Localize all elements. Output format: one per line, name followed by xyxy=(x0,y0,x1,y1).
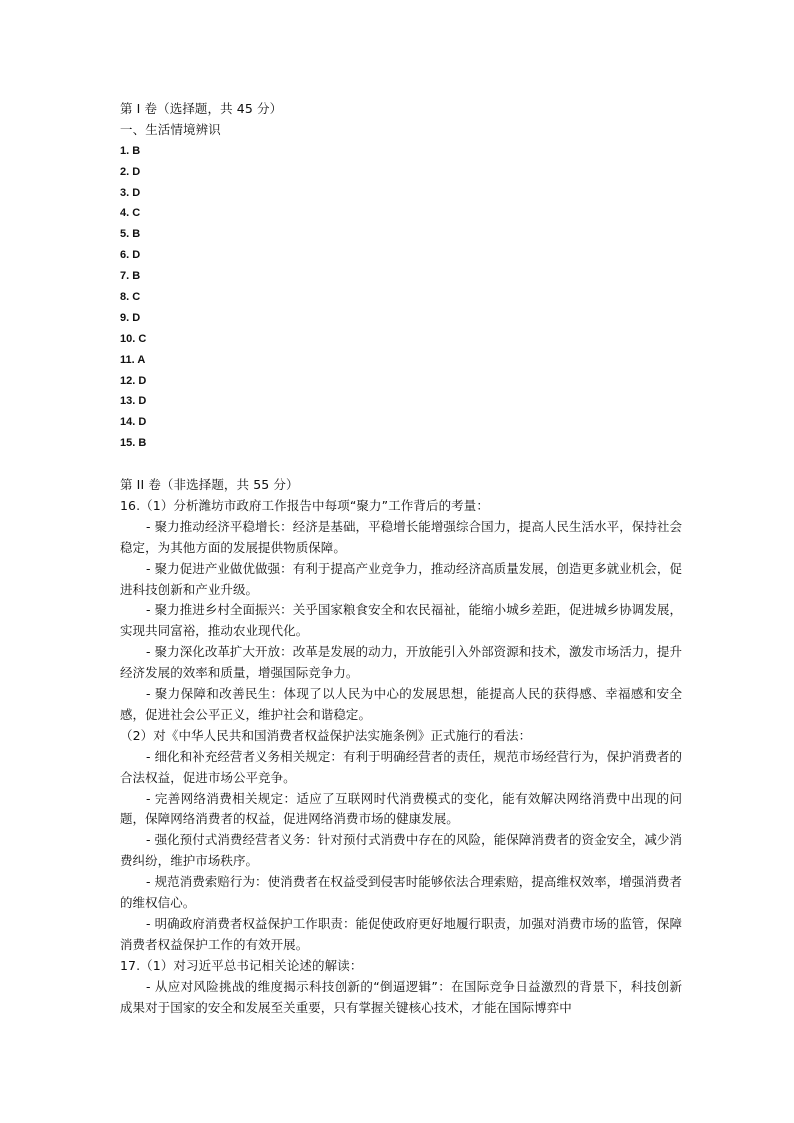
blank-line xyxy=(120,454,682,475)
question-16-sub2: （2）对《中华人民共和国消费者权益保护法实施条例》正式施行的看法： xyxy=(120,727,532,743)
answer-point: - 聚力推进乡村全面振兴：关乎国家粮食安全和农民福祉，能缩小城乡差距，促进城乡协调发展，实现共同富裕，推动农业现代化。 xyxy=(120,602,682,639)
answer-item: 5. B xyxy=(120,228,141,241)
answer-item: 6. D xyxy=(120,249,141,262)
question-17-sub1-points xyxy=(120,977,682,1019)
answer-item: 10. C xyxy=(120,332,147,345)
answer-point: - 聚力促进产业做优做强：有利于提高产业竞争力，推动经济高质量发展，创造更多就业机会，促进科技创新和产业升级。 xyxy=(120,560,682,597)
answer-point: - 强化预付式消费经营者义务：针对预付式消费中存在的风险，能保障消费者的资金安全，减少消费纠纷，维护市场秩序。 xyxy=(120,832,682,869)
answer-item: 2. D xyxy=(120,165,141,178)
answer-point: - 聚力深化改革扩大开放：改革是发展的动力，开放能引入外部资源和技术，激发市场活力，提升经济发展的效率和质量，增强国际竞争力。 xyxy=(120,644,682,681)
answer-item: 12. D xyxy=(120,374,147,387)
section-heading: 一、生活情境辨识 xyxy=(120,121,221,137)
answer-item: 8. C xyxy=(120,291,141,304)
answer-item: 9. D xyxy=(120,311,141,324)
answer-item: 13. D xyxy=(120,395,147,408)
question-17-sub1: 17.（1）对习近平总书记相关论述的解读： xyxy=(120,957,363,973)
part1-title: 第 I 卷（选择题，共 45 分） xyxy=(120,101,283,116)
answer-item: 4. C xyxy=(120,207,141,220)
question-16-sub2-points xyxy=(120,747,682,956)
answer-point: - 完善网络消费相关规定：适应了互联网时代消费模式的变化，能有效解决网络消费中出现的问题，保障网络消费者的权益，促进网络消费市场的健康发展。 xyxy=(120,790,682,827)
answer-item: 14. D xyxy=(120,416,147,429)
answer-item: 1. B xyxy=(120,144,141,157)
answer-document xyxy=(120,99,682,1019)
part2-title: 第 II 卷（非选择题，共 55 分） xyxy=(120,477,299,493)
answer-item: 11. A xyxy=(120,353,146,366)
question-16-sub1-points xyxy=(120,517,682,726)
answer-item: 3. D xyxy=(120,186,141,199)
answer-item: 7. B xyxy=(120,270,141,283)
answer-point: - 细化和补充经营者义务相关规定：有利于明确经营者的责任，规范市场经营行为，保护消费者的合法权益，促进市场公平竞争。 xyxy=(120,748,682,785)
answer-point: - 规范消费索赔行为：使消费者在权益受到侵害时能够依法合理索赔，提高维权效率，增强消费者的维权信心。 xyxy=(120,874,682,911)
question-16-sub1: 16.（1）分析潍坊市政府工作报告中每项“聚力”工作背后的考量： xyxy=(120,497,489,513)
answer-list xyxy=(120,141,682,454)
answer-point: - 聚力保障和改善民生：体现了以人民为中心的发展思想，能提高人民的获得感、幸福感和安全感，促进社会公平正义，维护社会和谐稳定。 xyxy=(120,686,682,722)
answer-item: 15. B xyxy=(120,437,147,450)
answer-point: - 聚力推动经济平稳增长：经济是基础，平稳增长能增强综合国力，提高人民生活水平，保持社会稳定，为其他方面的发展提供物质保障。 xyxy=(120,518,682,555)
answer-point: - 从应对风险挑战的维度揭示科技创新的“倒逼逻辑”：在国际竞争日益激烈的背景下，科技创新成果对于国家的安全和发展至关重要，只有掌握关键核心技术，才能在国际博弈中 xyxy=(120,978,682,1015)
answer-point: - 明确政府消费者权益保护工作职责：能促使政府更好地履行职责，加强对消费市场的监管，保障消费者权益保护工作的有效开展。 xyxy=(120,916,682,952)
